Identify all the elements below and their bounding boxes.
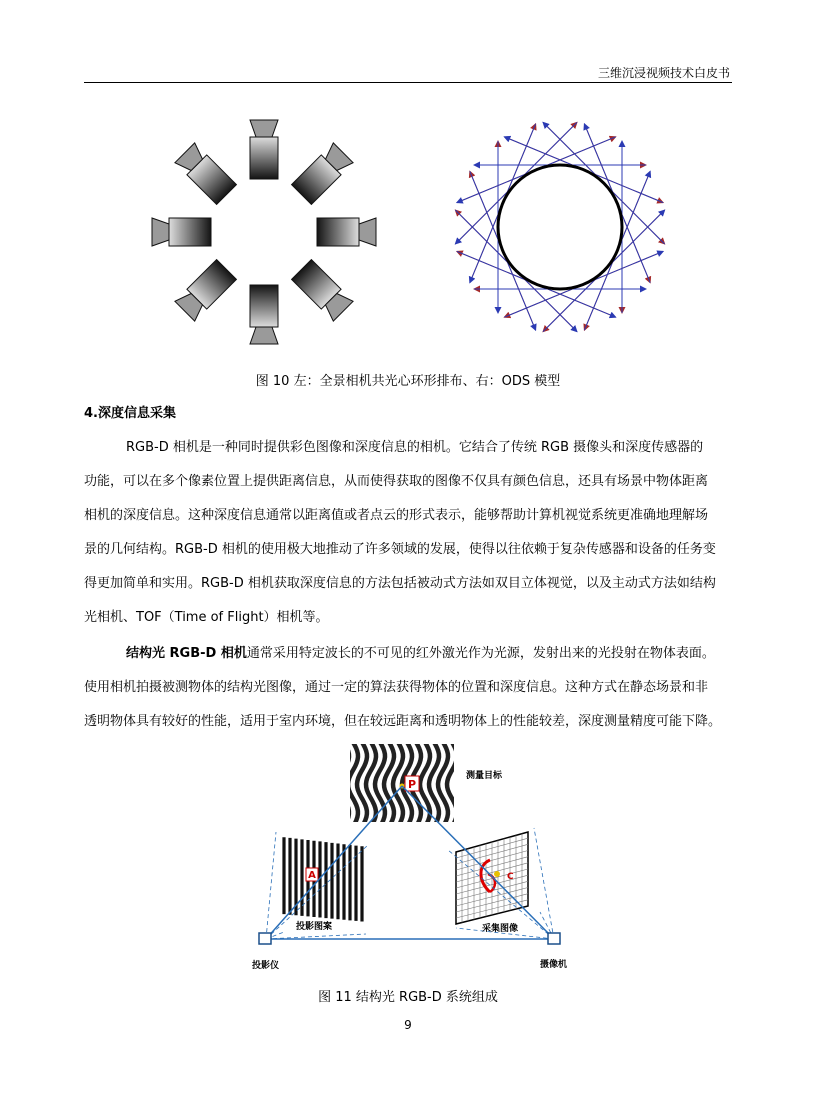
camera-unit [317,218,376,246]
camera-unit [175,260,237,322]
projected-pattern-label: 投影图案 [296,922,333,932]
captured-image-label: 采集图像 [482,924,519,934]
bold-term: 结构光 RGB-D 相机 [126,646,247,661]
paragraph-line: 功能，可以在多个像素位置上提供距离信息，从而使得获取的图像不仅具有颜色信息，还具有场景中物体距离 [84,474,709,489]
section-heading: 4.深度信息采集 [84,406,176,421]
point-a-label: A [308,870,316,881]
projector-label: 投影仪 [252,961,280,971]
paragraph-line: 使用相机拍摄被测物体的结构光图像，通过一定的算法获得物体的位置和深度信息。这种方式在静态场景和非 [84,680,709,695]
paragraph-line: 光相机、TOF（Time of Flight）相机等。 [84,610,329,625]
camera-icon [548,933,560,944]
viewing-circle [498,165,622,289]
running-header: 三维沉浸视频技术白皮书 [597,66,730,80]
paragraph-line: RGB-D 相机是一种同时提供彩色图像和深度信息的相机。它结合了传统 RGB 摄像头和深度传感器的 [126,440,704,455]
figure-10-caption: 图 10 左：全景相机共光心环形排布、右：ODS 模型 [255,374,561,389]
wave-stripe [339,742,349,826]
paragraph-line: 相机的深度信息。这种深度信息通常以距离值或者点云的形式表示，能够帮助计算机视觉系统更准确地理解场 [84,508,709,523]
paragraph-line [84,637,732,671]
target-label: 测量目标 [466,771,503,781]
figure-11-caption: 图 11 结构光 RGB-D 系统组成 [318,990,498,1005]
header-rule [84,82,732,83]
camera-unit [250,285,278,344]
projector-icon [259,933,271,944]
camera-unit [292,143,354,205]
camera-unit [292,260,354,322]
paragraph-line: 得更加简单和实用。RGB-D 相机获取深度信息的方法包括被动式方法如双目立体视觉，以及主动式方法如结构 [84,576,716,591]
paragraph-line: 透明物体具有较好的性能，适用于室内环境，但在较远距离和透明物体上的性能较差，深度测量精度可能下降。 [84,714,722,729]
camera-unit [175,143,237,205]
structured-light-diagram [244,742,580,978]
point-c-label: C [507,872,514,882]
point-p-label: P [407,778,417,791]
camera-label: 摄像机 [540,960,568,970]
paragraph-structured-light [84,637,732,739]
camera-ring-figure [140,108,390,358]
paragraph-rgbd-intro [84,431,732,635]
paragraph-text: 通常采用特定波长的不可见的红外激光作为光源，发射出来的光投射在物体表面。 [246,646,715,661]
camera-unit [152,218,211,246]
page-number: 9 [404,1018,412,1032]
paragraph-line: 景的几何结构。RGB-D 相机的使用极大地推动了许多领域的发展，使得以往依赖于复杂传感器和设备的任务变 [84,542,716,557]
ods-model-figure [448,112,672,344]
camera-unit [250,120,278,179]
